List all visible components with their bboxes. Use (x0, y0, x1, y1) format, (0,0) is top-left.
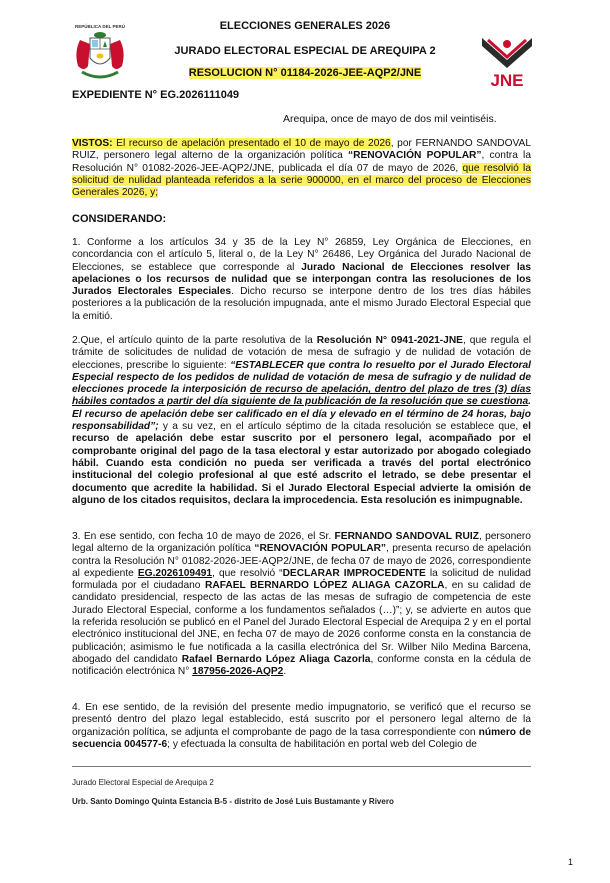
vistos-paragraph: VISTOS: El recurso de apelación presentado el 10 de mayo de 2026, por FERNANDO SANDOVAL RUIZ, personero legal alterno de la organización política “RENOVACIÓN POPULAR”, contra la Resolución N° 01082-2026-JEE-AQP2/JNE, publicada el día 07 de mayo de 2026, que resolvió la solicitud de nulidad planteada referidos a la serie 900000, en el marco del proceso de Elecciones Generales 2026, y; (72, 138, 531, 199)
paragraph-1: 1. Conforme a los artículos 34 y 35 de la Ley N° 26859, Ley Orgánica de Elecciones, en concordancia con el artículo 5, literal o, de la Ley N° 26486, Ley Orgánica del Jurado Nacional de Elecciones, se establece que corresponde al Jurado Nacional de Elecciones resolver las apelaciones o los recursos de nulidad que se interpongan contra las resoluciones de los Jurados Electorales Especiales. Dicho recurso se interpone dentro de los tres días hábiles posteriores a la publicación de la resolución impugnada, ante el mismo Jurado Electoral Especial que la emitió. (72, 237, 531, 322)
election-title: ELECCIONES GENERALES 2026 (219, 20, 391, 32)
date-line: Arequipa, once de mayo de dos mil veintiséis. (283, 113, 497, 125)
paragraph-4: 4. En ese sentido, de la revisión del presente medio impugnatorio, se verificó que el recurso se presentó dentro del plazo legal establecido, está suscrito por el personero legal alterno de la organización política, se adjunta el comprobante de pago de la tasa correspondiente con número de secuencia 004577-6; y efectuada la consulta de habilitación en portal web del Colegio de (72, 702, 531, 750)
document-header (0, 18, 610, 90)
paragraph-3: 3. En ese sentido, con fecha 10 de mayo de 2026, el Sr. FERNANDO SANDOVAL RUIZ, personero legal alterno de la organización política “RENOVACIÓN POPULAR”, presenta recurso de apelación contra la Resolución N° 01082-2026-JEE-AQP2/JNE, de fecha 07 de mayo de 2026, correspondiente al expediente EG.2026109491, que resolvió “DECLARAR IMPROCEDENTE la solicitud de nulidad formulada por el ciudadano RAFAEL BERNARDO LÓPEZ ALIAGA CAZORLA, en su calidad de candidato presidencial, respecto de las actas de las mesas de sufragio de competencia de este Jurado Electoral Especial, conforme a los fundamentos señalados (…)”; y, se advierte en autos que la referida resolución se publicó en el Panel del Jurado Electoral Especial de Arequipa 2 y en el portal electrónico institucional del JNE, en fecha 07 de mayo de 2026 conforme consta en la constancia de publicación; asimismo le fue notificada a la casilla electrónica del Sr. Wilber Nilo Medina Barcena, abogado del candidato Rafael Bernardo López Aliaga Cazorla, conforme consta en la cédula de notificación electrónica N° 187956-2026-AQP2. (72, 531, 532, 678)
jury-name: JURADO ELECTORAL ESPECIAL DE AREQUIPA 2 (174, 45, 436, 57)
footer-divider (72, 766, 531, 767)
peru-logo-text: REPÚBLICA DEL PERÚ (74, 24, 126, 29)
page-number: 1 (568, 857, 574, 867)
paragraph-2: 2.Que, el artículo quinto de la parte resolutiva de la Resolución N° 0941-2021-JNE, que regula el trámite de solicitudes de nulidad de votación de mesa de sufragio y de nulidad de votación de elecciones, prescribe lo siguiente: “ESTABLECER que contra lo resuelto por el Jurado Electoral Especial respecto de los pedidos de nulidad de votación de mesa de sufragio y de nulidad de elecciones procede la interposición de recurso de apelación, dentro del plazo de tres (3) días hábiles contados a partir del día siguiente de la publicación de la resolución que se cuestiona. El recurso de apelación debe ser calificado en el día y elevado en el término de 24 horas, bajo responsabilidad”; y a su vez, en el artículo séptimo de la citada resolución se establece que, el recurso de apelación debe estar suscrito por el personero legal, acompañado por el comprobante original del pago de la tasa electoral y estar autorizado por abogado colegiado hábil. Cuando esta condición no pueda ser verificada a través del portal electrónico institucional del colegio profesional al que esté adscrito el letrado, se debe presentar el documento que acredite la habilidad. Si el Jurado Electoral Especial advierte la omisión de alguno de los citados requisitos, declara la improcedencia. Esta resolución es inimpugnable. (72, 335, 532, 506)
considerando-heading: CONSIDERANDO: (72, 213, 167, 225)
footer-address: Urb. Santo Domingo Quinta Estancia B-5 - distrito de José Luis Bustamante y Rivero (72, 797, 394, 806)
resolution-number: RESOLUCION N° 01184-2026-JEE-AQP2/JNE (188, 67, 422, 79)
jne-logo-icon (474, 34, 540, 90)
jne-logo-text: JNE (490, 71, 524, 90)
vistos-label: VISTOS: (72, 138, 113, 149)
expediente-number: EXPEDIENTE N° EG.2026111049 (72, 89, 240, 101)
footer-institution: Jurado Electoral Especial de Arequipa 2 (72, 778, 214, 787)
